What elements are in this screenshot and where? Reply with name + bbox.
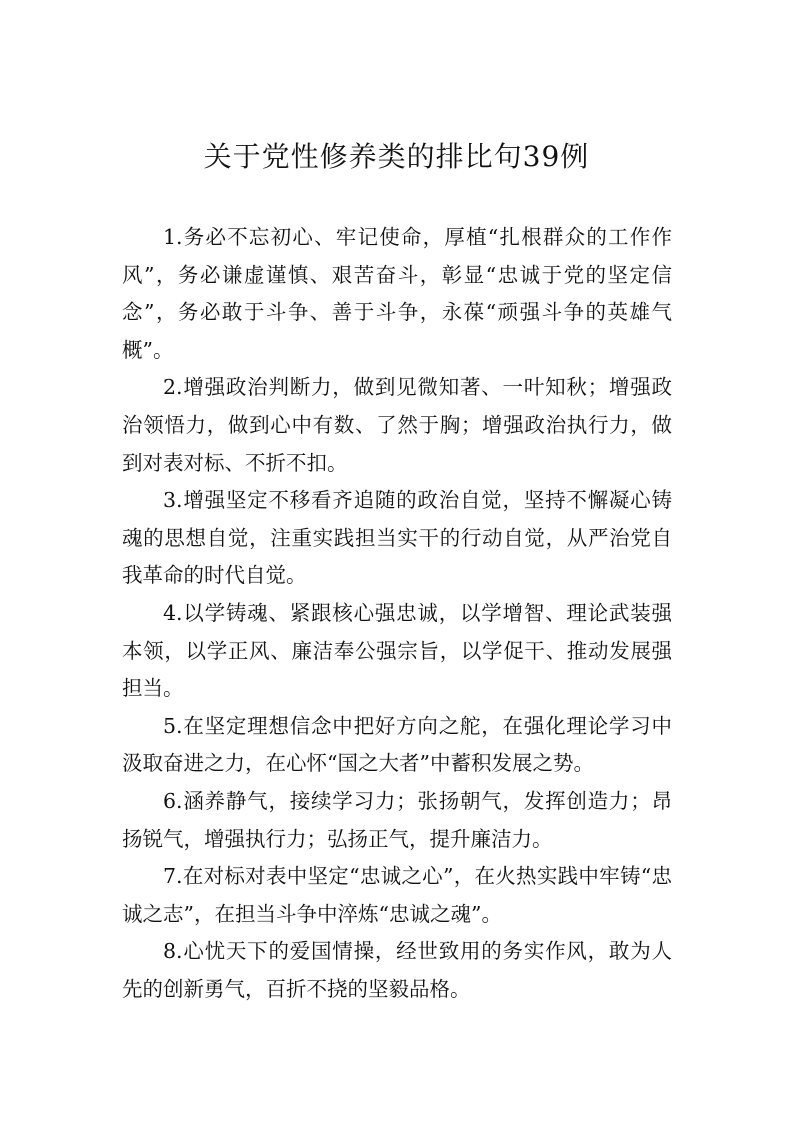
paragraph-line: 魂的思想自觉，注重实践担当实干的行动自觉，从严治党自 bbox=[122, 525, 672, 550]
paragraph-4 bbox=[122, 595, 672, 708]
paragraph-3 bbox=[122, 482, 672, 595]
paragraph-line: 1.务必不忘初心、牢记使命，厚植“扎根群众的工作作 bbox=[163, 225, 672, 249]
paragraph-line: 汲取奋进之力，在心怀“国之大者”中蓄积发展之势。 bbox=[122, 751, 594, 776]
document-title: 关于党性修养类的排比句39例 bbox=[203, 140, 590, 173]
document-body bbox=[122, 219, 672, 1008]
paragraph-5 bbox=[122, 708, 672, 783]
paragraph-line: 我革命的时代自觉。 bbox=[122, 563, 307, 588]
paragraph-line: 治领悟力，做到心中有数、了然于胸；增强政治执行力，做 bbox=[122, 412, 672, 437]
paragraph-line: 到对表对标、不折不扣。 bbox=[122, 450, 348, 475]
paragraph-line: 扬锐气，增强执行力；弘扬正气，提升廉洁力。 bbox=[122, 826, 553, 851]
paragraph-line: 3.增强坚定不移看齐追随的政治自觉，坚持不懈凝心铸 bbox=[163, 488, 672, 513]
paragraph-line: 诚之志”，在担当斗争中淬炼“忠诚之魂”。 bbox=[122, 901, 502, 926]
paragraph-line: 7.在对标对表中坚定“忠诚之心”，在火热实践中牢铸“忠 bbox=[163, 864, 672, 889]
paragraph-line: 2.增强政治判断力，做到见微知著、一叶知秋；增强政 bbox=[163, 375, 672, 400]
paragraph-7 bbox=[122, 858, 672, 933]
paragraph-1 bbox=[122, 219, 672, 369]
paragraph-line: 5.在坚定理想信念中把好方向之舵，在强化理论学习中 bbox=[163, 713, 672, 738]
paragraph-8 bbox=[122, 933, 672, 1008]
paragraph-6 bbox=[122, 783, 672, 858]
paragraph-line: 担当。 bbox=[122, 676, 184, 701]
paragraph-line: 风”，务必谦虚谨慎、艰苦奋斗，彰显“忠诚于党的坚定信 bbox=[122, 262, 672, 287]
paragraph-line: 念”，务必敢于斗争、善于斗争，永葆“顽强斗争的英雄气 bbox=[122, 300, 672, 325]
paragraph-line: 本领，以学正风、廉洁奉公强宗旨，以学促干、推动发展强 bbox=[122, 638, 672, 663]
paragraph-line: 概”。 bbox=[122, 337, 174, 362]
paragraph-line: 8.心忧天下的爱国情操，经世致用的务实作风，敢为人 bbox=[163, 939, 672, 964]
paragraph-line: 6.涵养静气，接续学习力；张扬朝气，发挥创造力；昂 bbox=[163, 788, 672, 813]
paragraph-line: 先的创新勇气，百折不挠的坚毅品格。 bbox=[122, 976, 471, 1001]
paragraph-2 bbox=[122, 369, 672, 482]
paragraph-line: 4.以学铸魂、紧跟核心强忠诚，以学增智、理论武装强 bbox=[163, 600, 672, 625]
